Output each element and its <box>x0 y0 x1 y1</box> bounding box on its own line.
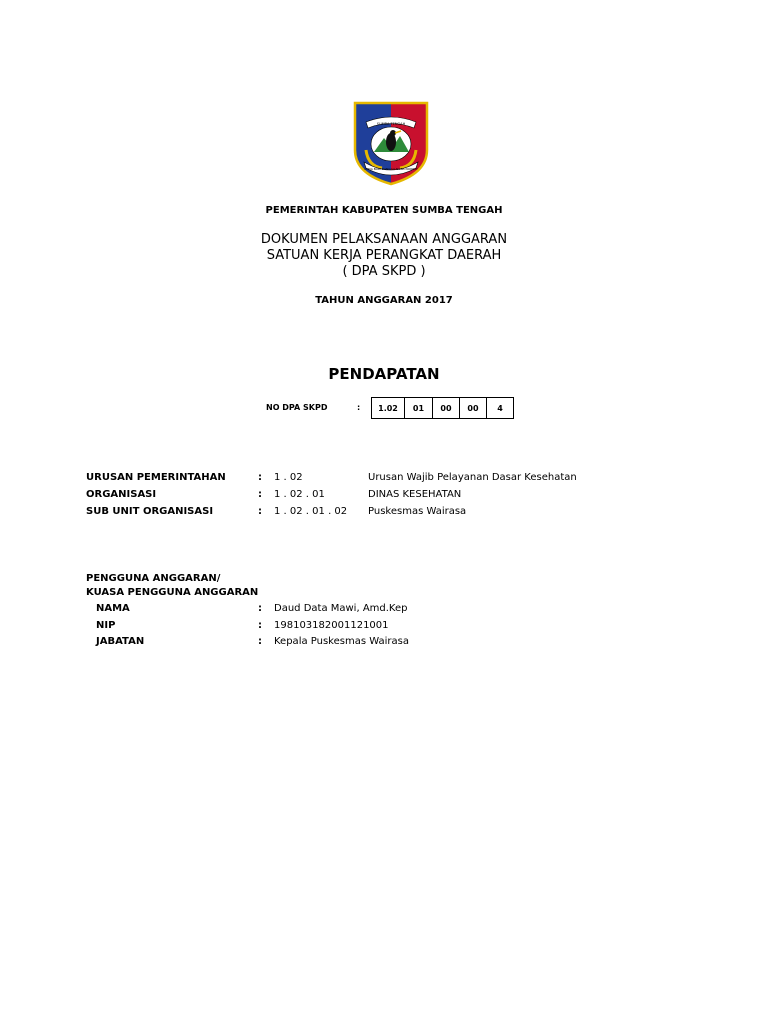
budget-user-heading-line-1: PENGGUNA ANGGARAN/ <box>86 573 221 584</box>
logo-ribbon-text: ANDA BARI DANGGA NORA NORRAT <box>364 167 418 171</box>
regency-coat-of-arms-logo <box>352 100 430 186</box>
document-title-line-1: DOKUMEN PELAKSANAAN ANGGARAN <box>260 232 508 247</box>
budget-user-value: 198103182001121001 <box>274 620 389 631</box>
logo-banner-text: SUMBA TENGAH <box>376 122 406 126</box>
info-code: 1 . 02 . 01 <box>274 489 325 500</box>
dpa-code-box: 01 <box>404 397 433 419</box>
budget-user-label: NAMA <box>96 603 130 614</box>
dpa-number-colon: : <box>357 403 361 412</box>
info-code: 1 . 02 . 01 . 02 <box>274 506 348 517</box>
budget-user-colon: : <box>258 603 262 614</box>
dpa-code-box: 4 <box>486 397 514 419</box>
info-label: URUSAN PEMERINTAHAN <box>86 472 226 483</box>
government-header: PEMERINTAH KABUPATEN SUMBA TENGAH <box>265 205 503 216</box>
budget-user-value: Kepala Puskesmas Wairasa <box>274 636 409 647</box>
info-description: Puskesmas Wairasa <box>368 506 467 517</box>
section-title: PENDAPATAN <box>328 365 440 383</box>
info-label: ORGANISASI <box>86 489 157 500</box>
info-description: DINAS KESEHATAN <box>368 489 462 500</box>
dpa-code-box: 00 <box>432 397 460 419</box>
dpa-code-box: 1.02 <box>371 397 405 419</box>
dpa-number-label: NO DPA SKPD <box>266 403 328 412</box>
document-title-line-3: ( DPA SKPD ) <box>342 264 426 279</box>
budget-user-label: NIP <box>96 620 116 631</box>
budget-year: TAHUN ANGGARAN 2017 <box>315 295 453 306</box>
budget-user-heading-line-2: KUASA PENGGUNA ANGGARAN <box>86 587 259 598</box>
budget-user-value: Daud Data Mawi, Amd.Kep <box>274 603 408 614</box>
budget-user-colon: : <box>258 620 262 631</box>
info-code: 1 . 02 <box>274 472 303 483</box>
info-description: Urusan Wajib Pelayanan Dasar Kesehatan <box>368 472 577 483</box>
budget-user-label: JABATAN <box>96 636 145 647</box>
dpa-code-box: 00 <box>459 397 487 419</box>
info-colon: : <box>258 489 262 500</box>
info-label: SUB UNIT ORGANISASI <box>86 506 214 517</box>
budget-user-colon: : <box>258 636 262 647</box>
info-colon: : <box>258 472 262 483</box>
info-colon: : <box>258 506 262 517</box>
document-title-line-2: SATUAN KERJA PERANGKAT DAERAH <box>266 248 502 263</box>
coat-of-arms-emblem <box>352 100 430 186</box>
dpa-number-boxes <box>371 397 513 419</box>
